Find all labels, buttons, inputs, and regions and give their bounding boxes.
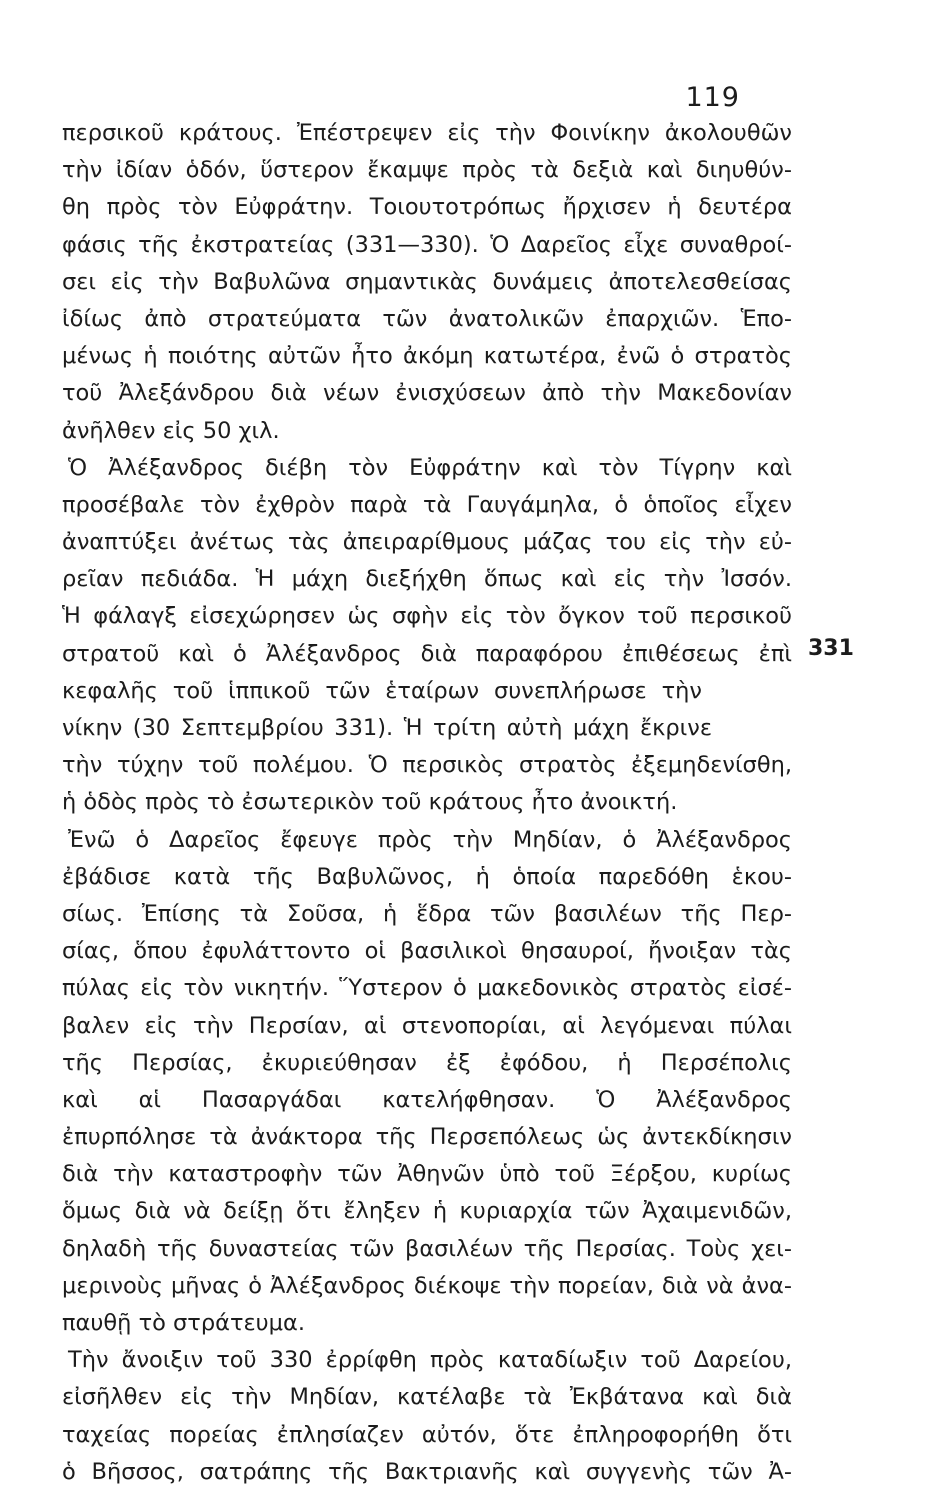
text-line: βαλεν εἰς τὴν Περσίαν, αἱ στενοπορίαι, αἱ λεγόμεναι πύλαι xyxy=(62,1012,792,1039)
text-line: θη πρὸς τὸν Εὐφράτην. Τοιουτοτρόπως ἤρχισεν ἡ δευτέρα xyxy=(62,194,792,221)
text-line: διὰ τὴν καταστροφὴν τῶν Ἀθηνῶν ὑπὸ τοῦ Ξέρξου, κυρίως xyxy=(62,1161,792,1188)
text-line: πύλας εἰς τὸν νικητήν. Ὕστερον ὁ μακεδονικὸς στρατὸς εἰσέ- xyxy=(62,975,792,1002)
text-line: ταχείας πορείας ἐπλησίαζεν αὐτόν, ὅτε ἐπληροφορήθη ὅτι xyxy=(62,1421,792,1448)
text-line: Ἡ φάλαγξ εἰσεχώρησεν ὡς σφὴν εἰς τὸν ὄγκον τοῦ περσικοῦ xyxy=(62,603,792,630)
text-line: φάσις τῆς ἐκστρατείας (331—330). Ὁ Δαρεῖος εἶχε συναθροί- xyxy=(62,231,792,258)
text-line: τὴν ἰδίαν ὁδόν, ὕστερον ἔκαμψε πρὸς τὰ δεξιὰ καὶ διηυθύν- xyxy=(62,157,792,184)
text-line: νίκην (30 Σεπτεμβρίου 331). Ἡ τρίτη αὐτὴ μάχη ἔκρινε xyxy=(62,715,712,741)
text-line: στρατοῦ καὶ ὁ Ἀλέξανδρος διὰ παραφόρου ἐπιθέσεως ἐπὶ xyxy=(62,640,792,667)
text-line: τῆς Περσίας, ἐκυριεύθησαν ἐξ ἐφόδου, ἡ Περσέπολις xyxy=(62,1049,792,1076)
text-line: Τὴν ἄνοιξιν τοῦ 330 ἐρρίφθη πρὸς καταδίωξιν τοῦ Δαρείου, xyxy=(68,1347,792,1374)
body-text xyxy=(62,115,792,1491)
text-line: σει εἰς τὴν Βαβυλῶνα σημαντικὰς δυνάμεις ἀποτελεσθείσας xyxy=(62,268,792,295)
text-line: ὁ Βῆσσος, σατράπης τῆς Βακτριανῆς καὶ συγγενὴς τῶν Ἀ- xyxy=(62,1458,792,1485)
text-line: ἡ ὁδὸς πρὸς τὸ ἐσωτερικὸν τοῦ κράτους ἦτο ἀνοικτή. xyxy=(62,789,678,816)
text-line: μερινοὺς μῆνας ὁ Ἀλέξανδρος διέκοψε τὴν πορείαν, διὰ νὰ ἀνα- xyxy=(62,1272,792,1299)
text-line: καὶ αἱ Πασαργάδαι κατελήφθησαν. Ὁ Ἀλέξανδρος xyxy=(62,1086,792,1113)
text-line: ἐβάδισε κατὰ τῆς Βαβυλῶνος, ἡ ὁποία παρεδόθη ἑκου- xyxy=(62,863,792,890)
text-line: προσέβαλε τὸν ἐχθρὸν παρὰ τὰ Γαυγάμηλα, ὁ ὁποῖος εἶχεν xyxy=(62,491,792,518)
text-line: κεφαλῆς τοῦ ἱππικοῦ τῶν ἑταίρων συνεπλήρωσε τὴν xyxy=(62,677,702,704)
text-line: Ὁ Ἀλέξανδρος διέβη τὸν Εὐφράτην καὶ τὸν Τίγρην καὶ xyxy=(68,454,792,481)
text-line: περσικοῦ κράτους. Ἐπέστρεψεν εἰς τὴν Φοινίκην ἀκολουθῶν xyxy=(62,120,792,146)
text-line: τοῦ Ἀλεξάνδρου διὰ νέων ἐνισχύσεων ἀπὸ τὴν Μακεδονίαν xyxy=(62,380,792,407)
text-line: εἰσῆλθεν εἰς τὴν Μηδίαν, κατέλαβε τὰ Ἐκβάτανα καὶ διὰ xyxy=(62,1384,792,1411)
text-line: ἀνῆλθεν εἰς 50 χιλ. xyxy=(62,417,280,444)
text-line: τὴν τύχην τοῦ πολέμου. Ὁ περσικὸς στρατὸς ἐξεμηδενίσθη, xyxy=(62,752,792,779)
page-number: 119 xyxy=(685,82,740,113)
margin-note-year: 331 xyxy=(808,636,854,661)
text-line: ἀναπτύξει ἀνέτως τὰς ἀπειραρίθμους μάζας του εἰς τὴν εὐ- xyxy=(62,529,792,556)
text-line: σίας, ὅπου ἐφυλάττοντο οἱ βασιλικοὶ θησαυροί, ἤνοιξαν τὰς xyxy=(62,938,792,965)
text-line: ὅμως διὰ νὰ δείξῃ ὅτι ἔληξεν ἡ κυριαρχία τῶν Ἀχαιμενιδῶν, xyxy=(62,1198,792,1225)
text-line: σίως. Ἐπίσης τὰ Σοῦσα, ἡ ἕδρα τῶν βασιλέων τῆς Περ- xyxy=(62,900,792,927)
text-line: ἐπυρπόλησε τὰ ἀνάκτορα τῆς Περσεπόλεως ὡς ἀντεκδίκησιν xyxy=(62,1124,792,1151)
text-line: δηλαδὴ τῆς δυναστείας τῶν βασιλέων τῆς Περσίας. Τοὺς χει- xyxy=(62,1235,792,1262)
text-line: ρεῖαν πεδιάδα. Ἡ μάχη διεξήχθη ὅπως καὶ εἰς τὴν Ἰσσόν. xyxy=(62,566,792,593)
text-line: παυθῇ τὸ στράτευμα. xyxy=(62,1310,305,1336)
text-line: ἰδίως ἀπὸ στρατεύματα τῶν ἀνατολικῶν ἐπαρχιῶν. Ἑπο- xyxy=(62,305,792,332)
text-line: μένως ἡ ποιότης αὐτῶν ἦτο ἀκόμη κατωτέρα, ἐνῶ ὁ στρατὸς xyxy=(62,343,792,370)
text-line: Ἐνῶ ὁ Δαρεῖος ἔφευγε πρὸς τὴν Μηδίαν, ὁ Ἀλέξανδρος xyxy=(68,826,792,853)
